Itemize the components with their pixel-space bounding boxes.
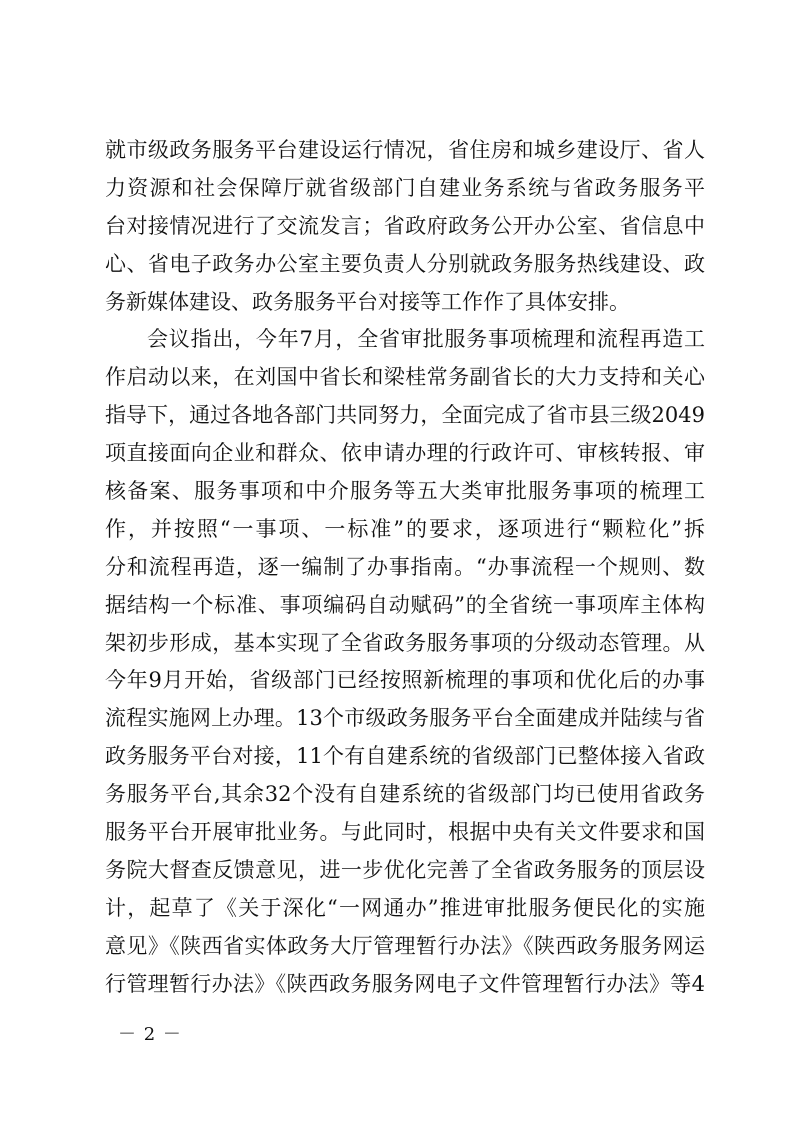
text-line: 核备案、服务事项和中介服务等五大类审批服务事项的梳理工: [105, 479, 705, 504]
text-line: 作启动以来，在刘国中省长和梁桂常务副省长的大力支持和关心: [105, 365, 705, 390]
text-line: 指导下，通过各地各部门共同努力，全面完成了省市县三级2049: [105, 403, 705, 428]
text-line: 意见》《陕西省实体政务大厅管理暂行办法》《陕西政务服务网运: [105, 933, 705, 958]
text-line: 架初步形成，基本实现了全省政务服务事项的分级动态管理。从: [105, 630, 705, 655]
text-line: 务服务平台,其余32个没有自建系统的省级部门均已使用省政务: [105, 782, 705, 807]
text-line: 项直接面向企业和群众、依申请办理的行政许可、审核转报、审: [105, 441, 705, 466]
text-line: 分和流程再造，逐一编制了办事指南。“办事流程一个规则、数: [105, 554, 705, 579]
text-line: 作，并按照“一事项、一标准”的要求，逐项进行“颗粒化”拆: [105, 516, 705, 541]
text-line: 台对接情况进行了交流发言；省政府政务公开办公室、省信息中: [105, 213, 705, 238]
text-line: 务新媒体建设、政务服务平台对接等工作作了具体安排。: [105, 289, 630, 314]
text-line: 流程实施网上办理。13个市级政务服务平台全面建成并陆续与省: [105, 706, 705, 731]
text-line: 政务服务平台对接，11个有自建系统的省级部门已整体接入省政: [105, 744, 705, 769]
text-line: 据结构一个标准、事项编码自动赋码”的全省统一事项库主体构: [105, 592, 705, 617]
paragraph-first-line: 会议指出，今年7月，全省审批服务事项梳理和流程再造工: [147, 327, 705, 352]
text-line: 行管理暂行办法》《陕西政务服务网电子文件管理暂行办法》等4: [105, 971, 705, 996]
page-number: － 2 －: [118, 1024, 182, 1045]
body-text: [105, 132, 705, 1003]
text-line: 务院大督查反馈意见，进一步优化完善了全省政务服务的顶层设: [105, 857, 705, 882]
text-line: 服务平台开展审批业务。与此同时，根据中央有关文件要求和国: [105, 820, 705, 845]
text-line: 心、省电子政务办公室主要负责人分别就政务服务热线建设、政: [105, 251, 705, 276]
text-line: 今年9月开始，省级部门已经按照新梳理的事项和优化后的办事: [105, 668, 705, 693]
text-line: 就市级政务服务平台建设运行情况，省住房和城乡建设厅、省人: [105, 138, 705, 162]
text-line: 计，起草了《关于深化“一网通办”推进审批服务便民化的实施: [105, 895, 705, 920]
text-line: 力资源和社会保障厅就省级部门自建业务系统与省政务服务平: [105, 175, 705, 200]
